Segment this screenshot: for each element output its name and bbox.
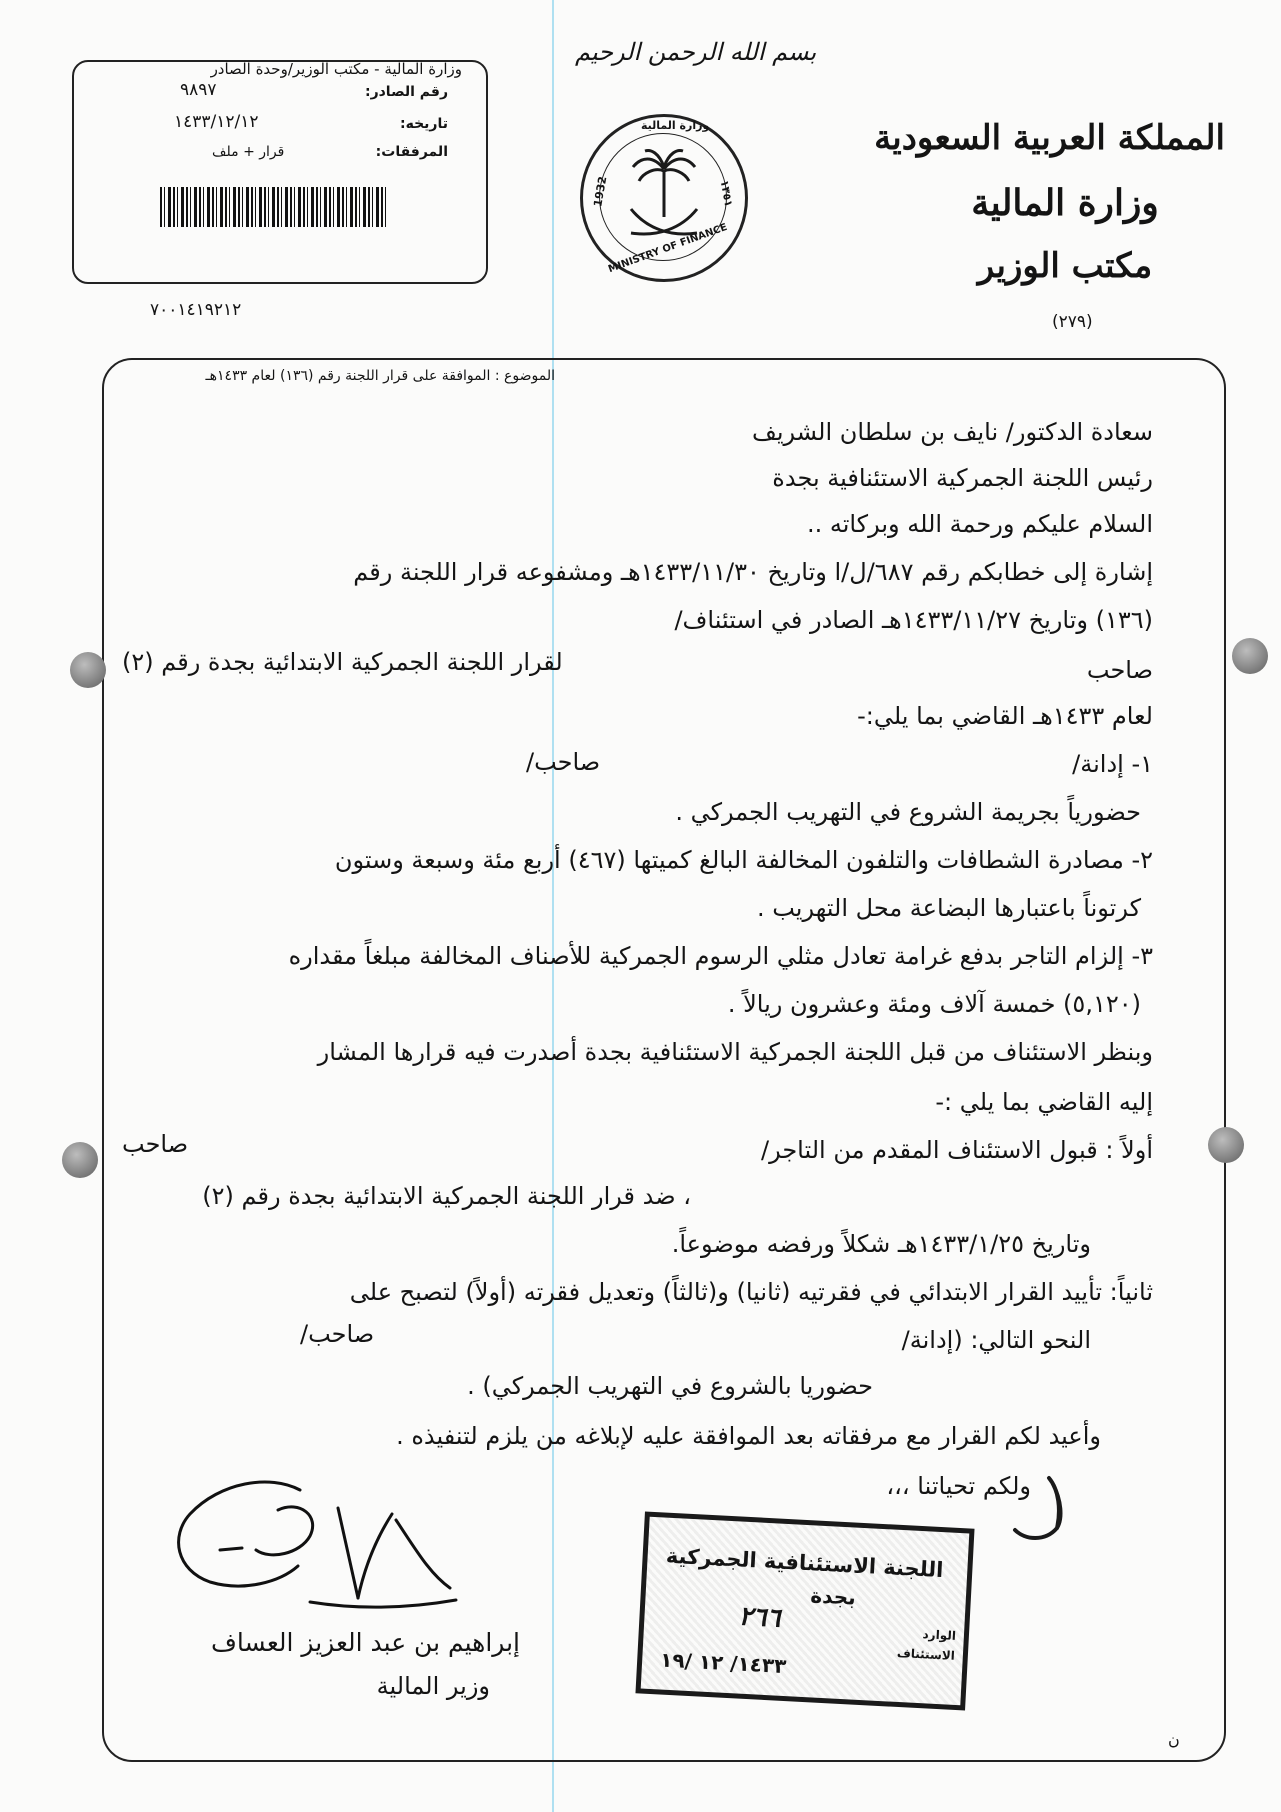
received-stamp <box>635 1511 974 1710</box>
signatory-name: إبراهيم بن عبد العزيز العساف <box>211 1628 520 1657</box>
body-line: صاحب/ <box>300 1320 375 1348</box>
body-line: صاحب <box>122 1130 189 1158</box>
punch-hole <box>70 652 106 688</box>
attachments-value: قرار + ملف <box>212 144 285 160</box>
body-line: لقرار اللجنة الجمركية الابتدائية بجدة رقم (٢) <box>122 648 563 676</box>
body-line: ثانياً: تأييد القرار الابتدائي في فقرتيه (ثانيا) و(ثالثاً) وتعديل فقرته (أولاً) لتصبح على <box>349 1278 1153 1306</box>
palm-swords-icon <box>623 145 705 249</box>
body-line: (٥,١٢٠) خمسة آلاف ومئة وعشرون ريالاً . <box>727 990 1141 1018</box>
body-line: أولاً : قبول الاستئناف المقدم من التاجر/ <box>760 1136 1153 1164</box>
initials-mark-icon <box>1005 1470 1075 1550</box>
kingdom-title: المملكة العربية السعودية <box>874 118 1225 158</box>
body-line: إليه القاضي بما يلي :- <box>935 1088 1153 1116</box>
barcode-number: ٧٠٠١٤١٩٢١٢ <box>150 300 242 320</box>
body-line: صاحب/ <box>526 748 601 776</box>
issue-date: ١٤٣٣/١٢/١٢ <box>174 112 259 132</box>
body-line: حضورياً بجريمة الشروع في التهريب الجمركي . <box>675 798 1141 826</box>
body-line: وتاريخ ١٤٣٣/١/٢٥هـ شكلاً ورفضه موضوعاً. <box>671 1230 1091 1258</box>
addressee-title: رئيس اللجنة الجمركية الاستئنافية بجدة <box>772 464 1153 492</box>
body-line: النحو التالي: (إدانة/ <box>901 1326 1091 1354</box>
outgoing-number: ٩٨٩٧ <box>180 80 217 100</box>
outgoing-number-label: رقم الصادر: <box>364 84 448 100</box>
office-title: مكتب الوزير <box>977 246 1153 286</box>
subject-line: الموضوع : الموافقة على قرار اللجنة رقم (١٣٦) لعام ١٤٣٣هـ <box>205 368 555 384</box>
body-line: (١٣٦) وتاريخ ١٤٣٣/١١/٢٧هـ الصادر في استئناف/ <box>674 606 1153 634</box>
attachments-label: المرفقات: <box>375 144 448 160</box>
punch-hole <box>1208 1127 1244 1163</box>
stamp-date: ١٤٣٣/ ١٢ /١٩ <box>659 1647 787 1679</box>
ministry-seal <box>580 114 748 282</box>
basmala: بسم الله الرحمن الرحيم <box>575 38 817 66</box>
body-line: ٣- إلزام التاجر بدفع غرامة تعادل مثلي الرسوم الجمركية للأصناف المخالفة مبلغاً مقداره <box>288 942 1153 970</box>
body-line: صاحب <box>1086 656 1153 684</box>
issuer-office: وزارة المالية - مكتب الوزير/وحدة الصادر <box>210 60 462 78</box>
stamp-city: بجدة <box>809 1583 857 1610</box>
body-line: لعام ١٤٣٣هـ القاضي بما يلي:- <box>857 702 1153 730</box>
document-number: (٢٧٩) <box>1052 312 1093 332</box>
footer-mark: ن <box>1168 1730 1180 1749</box>
seal-year-greg: 1932 <box>591 175 610 208</box>
body-line: وأعيد لكم القرار مع مرفقاته بعد الموافقة عليه لإبلاغه من يلزم لتنفيذه . <box>396 1422 1101 1450</box>
barcode <box>160 187 388 227</box>
punch-hole <box>1232 638 1268 674</box>
body-line: ٢- مصادرة الشطافات والتلفون المخالفة البالغ كميتها (٤٦٧) أربع مئة وسبعة وستون <box>334 846 1153 874</box>
seal-year-hijri: ١٣٥١ <box>717 179 736 208</box>
ministry-title: وزارة المالية <box>971 182 1159 224</box>
punch-hole <box>62 1142 98 1178</box>
signature-icon <box>160 1470 460 1620</box>
body-line: ١- إدانة/ <box>1072 750 1153 778</box>
body-line: إشارة إلى خطابكم رقم ٦٨٧/ل/ا وتاريخ ١٤٣٣/١١/٣٠هـ ومشفوعه قرار اللجنة رقم <box>353 558 1153 586</box>
issue-date-label: تاريخه: <box>399 116 448 132</box>
addressee-name: سعادة الدكتور/ نايف بن سلطان الشريف <box>751 418 1153 446</box>
stamp-number: ٢٦٦ <box>737 1601 782 1634</box>
body-line: ، ضد قرار اللجنة الجمركية الابتدائية بجدة رقم (٢) <box>202 1182 691 1210</box>
stamp-received: الوارد <box>922 1627 957 1643</box>
body-line: وبنظر الاستئناف من قبل اللجنة الجمركية الاستئنافية بجدة أصدرت فيه قرارها المشار <box>317 1038 1153 1066</box>
seal-english-name: MINISTRY OF FINANCE <box>606 221 729 276</box>
greeting: السلام عليكم ورحمة الله وبركاته .. <box>806 510 1153 538</box>
closing-line: ولكم تحياتنا ،،، <box>886 1472 1031 1500</box>
signatory-title: وزير المالية <box>376 1672 490 1700</box>
stamp-committee: اللجنة الاستئنافية الجمركية <box>665 1543 944 1583</box>
stamp-appeal: الاستئناف <box>896 1645 956 1663</box>
body-line: حضوريا بالشروع في التهريب الجمركي) . <box>467 1372 873 1400</box>
seal-arabic-name: وزارة المالية <box>641 119 710 132</box>
issuer-box <box>72 60 488 284</box>
body-line: كرتوناً باعتبارها البضاعة محل التهريب . <box>756 894 1141 922</box>
